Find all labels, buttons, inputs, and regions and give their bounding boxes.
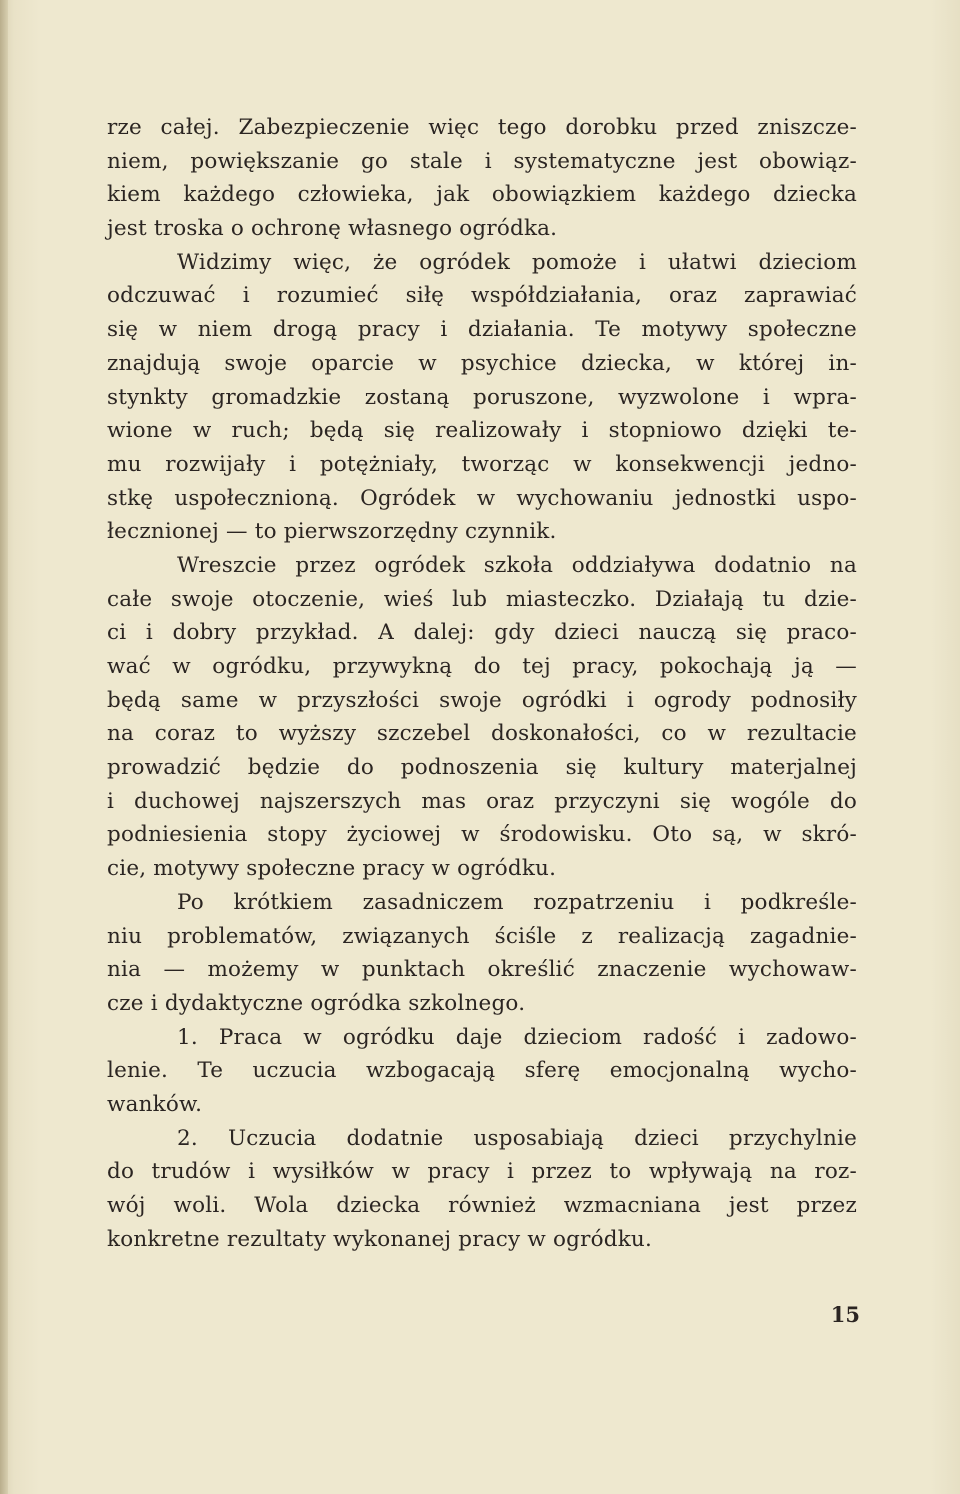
text-line: nia — możemy w punktach określić znaczenie wychowaw- bbox=[107, 957, 857, 983]
page-binding-edge bbox=[0, 0, 8, 1494]
text-line: stkę uspołecznioną. Ogródek w wychowaniu jednostki uspo- bbox=[107, 485, 857, 511]
text-line: łecznionej — to pierwszorzędny czynnik. bbox=[107, 519, 557, 545]
text-line: się w niem drogą pracy i działania. Te motywy społeczne bbox=[107, 317, 857, 343]
text-line: wać w ogródku, przywykną do tej pracy, pokochają ją — bbox=[107, 654, 857, 679]
text-line: prowadzić będzie do podnoszenia się kultury materjalnej bbox=[107, 755, 857, 781]
text-line: wanków. bbox=[107, 1091, 203, 1117]
text-line: cie, motywy społeczne pracy w ogródku. bbox=[107, 856, 557, 882]
text-line: kiem każdego człowieka, jak obowiązkiem każdego dziecka bbox=[107, 182, 857, 208]
text-line: całe swoje otoczenie, wieś lub miasteczko. Działają tu dzie- bbox=[107, 586, 857, 612]
text-line: jest troska o ochronę własnego ogródka. bbox=[107, 216, 558, 242]
text-line: do trudów i wysiłków w pracy i przez to wpływają na roz- bbox=[107, 1159, 857, 1185]
text-line: konkretne rezultaty wykonanej pracy w ogródku. bbox=[107, 1226, 652, 1252]
text-line: wój woli. Wola dziecka również wzmacniana jest przez bbox=[107, 1193, 857, 1218]
text-line: na coraz to wyższy szczebel doskonałości, co w rezultacie bbox=[107, 721, 857, 747]
text-line: Wreszcie przez ogródek szkoła oddziaływa dodatnio na bbox=[177, 552, 857, 578]
text-line: wione w ruch; będą się realizowały i stopniowo dzięki te- bbox=[107, 418, 857, 444]
text-line: 1. Praca w ogródku daje dzieciom radość i zadowo- bbox=[177, 1024, 857, 1050]
text-line: mu rozwijały i potężniały, tworząc w konsekwencji jedno- bbox=[107, 451, 857, 477]
text-line: Widzimy więc, że ogródek pomoże i ułatwi dzieciom bbox=[177, 249, 857, 275]
text-line: cze i dydaktyczne ogródka szkolnego. bbox=[107, 990, 526, 1016]
text-line: stynkty gromadzkie zostaną poruszone, wyzwolone i wpra- bbox=[107, 384, 857, 410]
page-number: 15 bbox=[830, 1302, 860, 1327]
text-line: będą same w przyszłości swoje ogródki i ogrody podnosiły bbox=[107, 687, 857, 713]
text-line: i duchowej najszerszych mas oraz przyczyni się wogóle do bbox=[107, 788, 857, 814]
text-line: odczuwać i rozumieć siłę współdziałania, oraz zaprawiać bbox=[107, 283, 857, 309]
text-line: znajdują swoje oparcie w psychice dziecka, w której in- bbox=[107, 350, 857, 376]
text-line: lenie. Te uczucia wzbogacają sferę emocjonalną wycho- bbox=[107, 1058, 857, 1084]
text-line: rze całej. Zabezpieczenie więc tego dorobku przed zniszcze- bbox=[107, 115, 857, 140]
text-line: Po krótkiem zasadniczem rozpatrzeniu i podkreśle- bbox=[177, 889, 857, 915]
text-line: niem, powiększanie go stale i systematyczne jest obowiąz- bbox=[107, 148, 857, 174]
text-line: ci i dobry przykład. A dalej: gdy dzieci nauczą się praco- bbox=[107, 620, 857, 646]
text-line: 2. Uczucia dodatnie usposabiają dzieci przychylnie bbox=[177, 1125, 857, 1151]
text-line: niu problematów, związanych ściśle z realizacją zagadnie- bbox=[107, 923, 857, 949]
body-text bbox=[107, 111, 857, 1256]
text-line: podniesienia stopy życiowej w środowisku. Oto są, w skró- bbox=[107, 822, 857, 848]
